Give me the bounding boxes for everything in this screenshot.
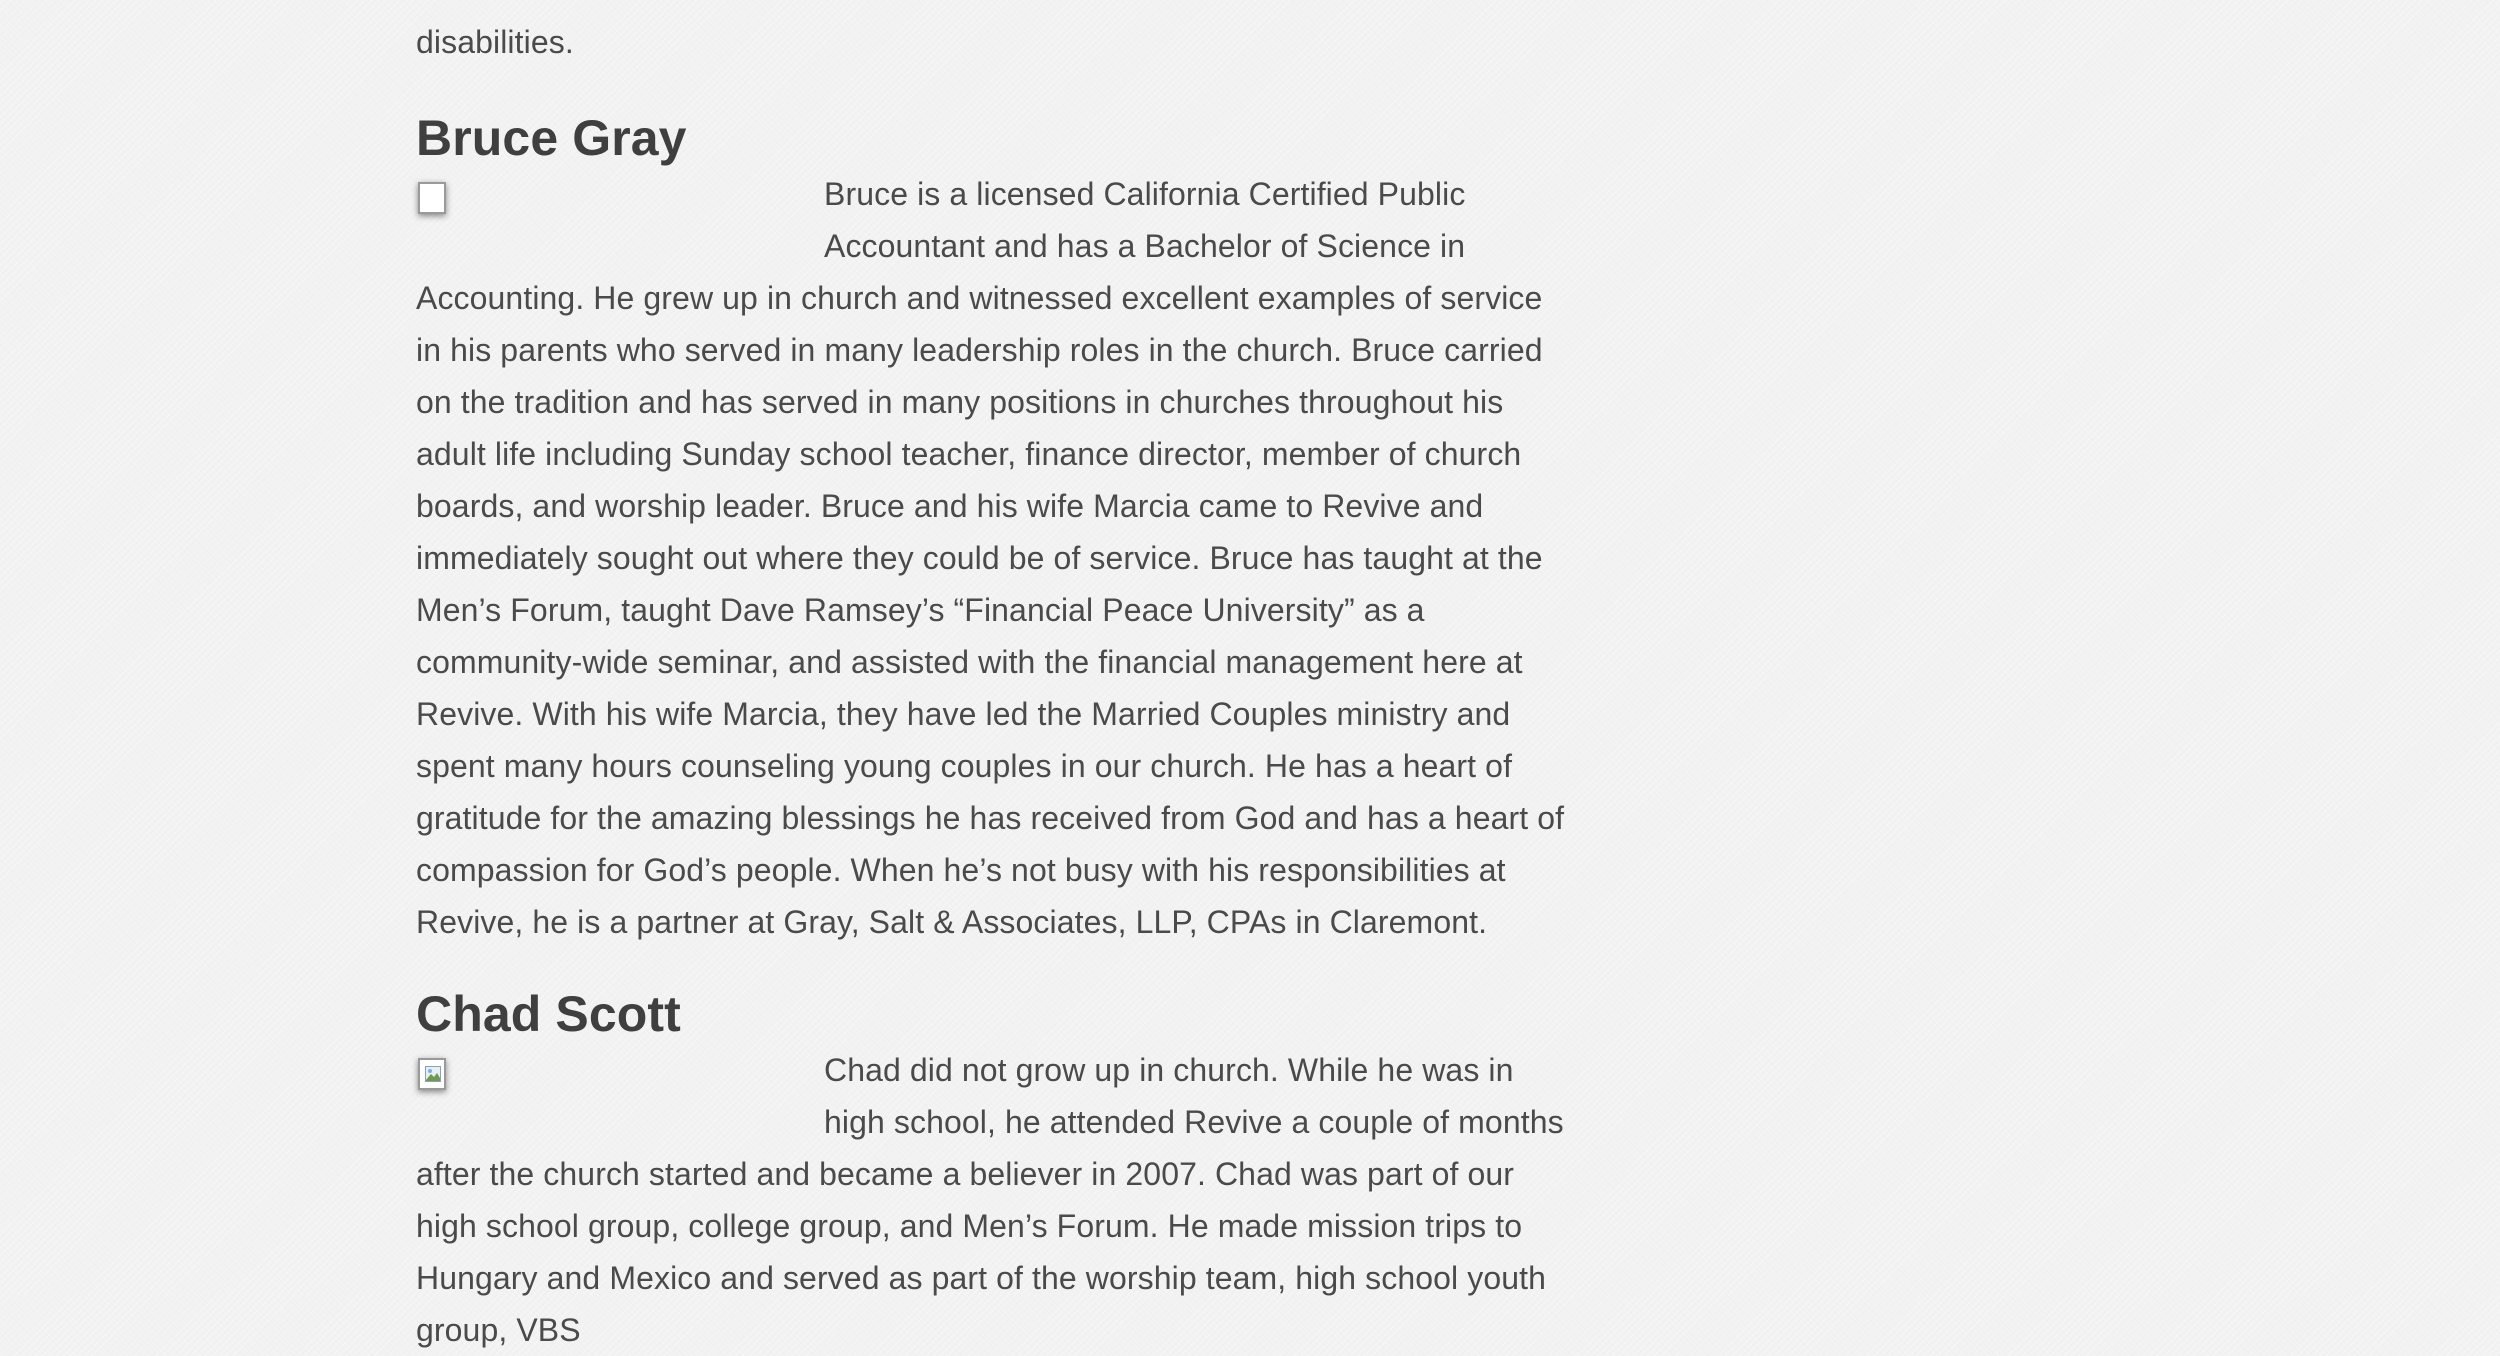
bio-text: Bruce is a licensed California Certified Public Accountant and has a Bachelor of Science in Accounting. He grew up in church and witnessed excellent examples of service in his parents who served in many leadership roles in the church. Bruce carried on the tradition and has served in many positions in churches throughout his adult life including Sunday school teacher, finance director, member of church boards, and worship leader. Bruce and his wife Marcia came to Revive and immediately sought out where they could be of service. Bruce has taught at the Men’s Forum, taught Dave Ramsey’s “Financial Peace University” as a community-wide seminar, and assisted with the financial management here at Revive. With his wife Marcia, they have led the Married Couples ministry and spent many hours counseling young couples in our church. He has a heart of gratitude for the amazing blessings he has received from God and has a heart of compassion for God’s people. When he’s not busy with his responsibilities at Revive, he is a partner at Gray, Salt & Associates, LLP, CPAs in Claremont. bbox=[416, 176, 1565, 940]
intro-paragraph-tail: disabilities. bbox=[416, 24, 574, 60]
bio-text: Chad did not grow up in church. While he was in high school, he attended Revive a couple of months after the church started and became a believer in 2007. Chad was part of our high school group, college group, and Men’s Forum. He made mission trips to Hungary and Mexico and served as part of the worship team, high school youth group, VBS bbox=[416, 1052, 1564, 1348]
photo-chad-scott bbox=[416, 1044, 824, 1104]
bio-bruce-gray bbox=[416, 168, 1576, 948]
person-name-bruce-gray: Bruce Gray bbox=[416, 110, 687, 166]
person-name-chad-scott: Chad Scott bbox=[416, 986, 681, 1042]
broken-image-icon bbox=[418, 1058, 446, 1090]
broken-image-glyph bbox=[425, 1066, 441, 1082]
photo-bruce-gray bbox=[416, 168, 824, 228]
image-placeholder-icon bbox=[418, 182, 446, 214]
bio-chad-scott bbox=[416, 1044, 1576, 1356]
staff-bios bbox=[416, 0, 1576, 1356]
